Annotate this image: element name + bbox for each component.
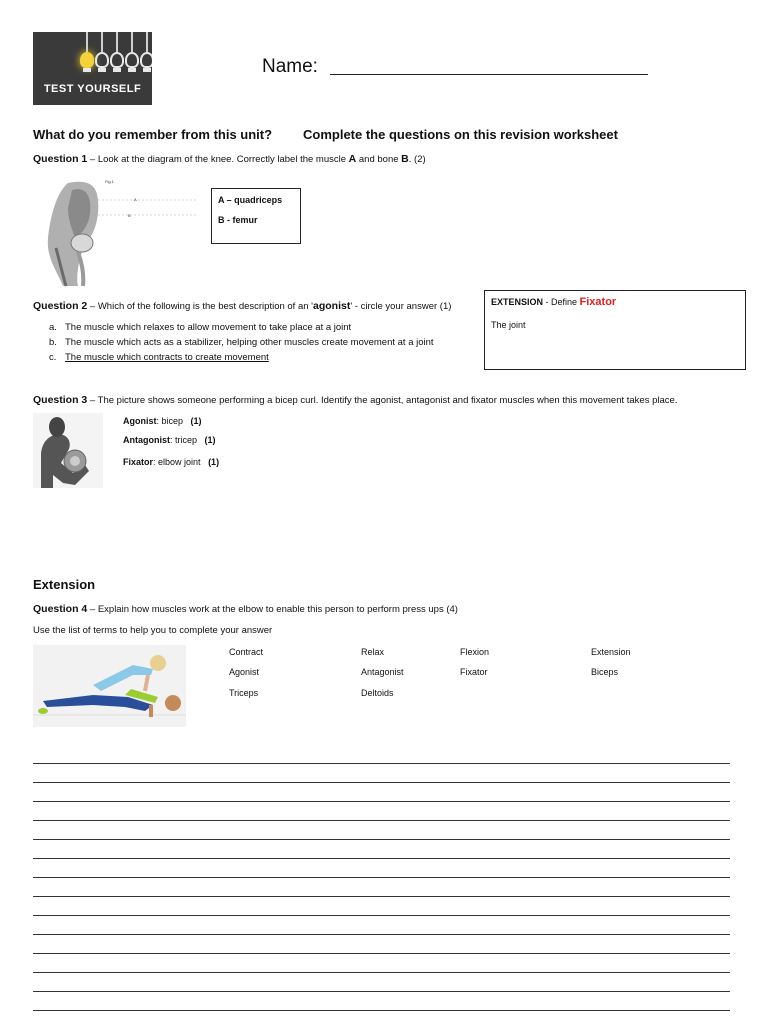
name-field[interactable] [330,74,648,75]
option-b[interactable]: b. The muscle which acts as a stabilizer, helping other muscles create movement at a joint [49,337,434,348]
extension-answer: The joint [491,320,526,330]
lightbulb-icon [125,52,139,68]
answer-line[interactable] [33,839,730,840]
answer-line[interactable] [33,820,730,821]
answer-line[interactable] [33,858,730,859]
option-c[interactable]: c. The muscle which contracts to create movement [49,352,269,363]
question-1: Question 1 – Look at the diagram of the knee. Correctly label the muscle A and bone B. (2) [33,153,426,165]
answer-line[interactable] [33,801,730,802]
knee-diagram [38,178,198,288]
intro-heading: What do you remember from this unit? [33,127,273,142]
term: Deltoids [361,688,394,698]
press-up-image [33,645,186,727]
answer-line[interactable] [33,763,730,764]
answer-line[interactable] [33,934,730,935]
extension-title: Extension [33,577,96,592]
answer-line[interactable] [33,915,730,916]
term: Biceps [591,667,619,677]
logo-text: TEST YOURSELF [43,83,142,95]
lightbulb-icon [95,52,109,68]
term: Triceps [229,688,259,698]
question-3: Question 3 – The picture shows someone performing a bicep curl. Identify the agonist, antagonist and fixator muscles when this movement takes place. [33,394,678,406]
fig-label: Fig.1 [105,179,114,184]
pointer-b-label: B [128,213,131,218]
extension-define-box[interactable] [484,290,746,370]
lightbulb-icon [140,52,152,68]
term: Fixator [460,667,488,677]
term: Extension [591,647,631,657]
term: Flexion [460,647,490,657]
answer-line[interactable] [33,1010,730,1011]
q3-antagonist: Antagonist: tricep (1) [123,435,216,445]
test-yourself-logo [33,32,152,105]
extension-prompt: EXTENSION - Define Fixator [491,296,617,308]
answer-line[interactable] [33,991,730,992]
q1-answer-box[interactable] [211,188,301,244]
question-2: Question 2 – Which of the following is the best description of an 'agonist' - circle your answer (1) [33,300,452,312]
term: Relax [361,647,385,657]
answer-b: B - femur [218,215,258,225]
option-a[interactable]: a. The muscle which relaxes to allow movement to take place at a joint [49,322,352,333]
term: Antagonist [361,667,404,677]
lightbulb-icon [110,52,124,68]
question-4: Question 4 – Explain how muscles work at the elbow to enable this person to perform press ups (4) [33,603,458,615]
answer-line[interactable] [33,896,730,897]
lightbulb-icon [80,52,94,68]
answer-line[interactable] [33,953,730,954]
name-label: Name: [262,56,318,77]
answer-line[interactable] [33,972,730,973]
q2-options [49,320,434,365]
q3-agonist: Agonist: bicep (1) [123,416,202,426]
answer-line[interactable] [33,877,730,878]
answer-line[interactable] [33,782,730,783]
term: Agonist [229,667,260,677]
q4-instruction: Use the list of terms to help you to complete your answer [33,625,273,636]
bicep-curl-image [33,413,103,488]
term: Contract [229,647,264,657]
pointer-a-label: A [134,197,137,202]
q3-fixator: Fixator: elbow joint (1) [123,457,220,467]
intro-instruction: Complete the questions on this revision worksheet [303,127,618,142]
answer-a: A – quadriceps [218,195,283,205]
